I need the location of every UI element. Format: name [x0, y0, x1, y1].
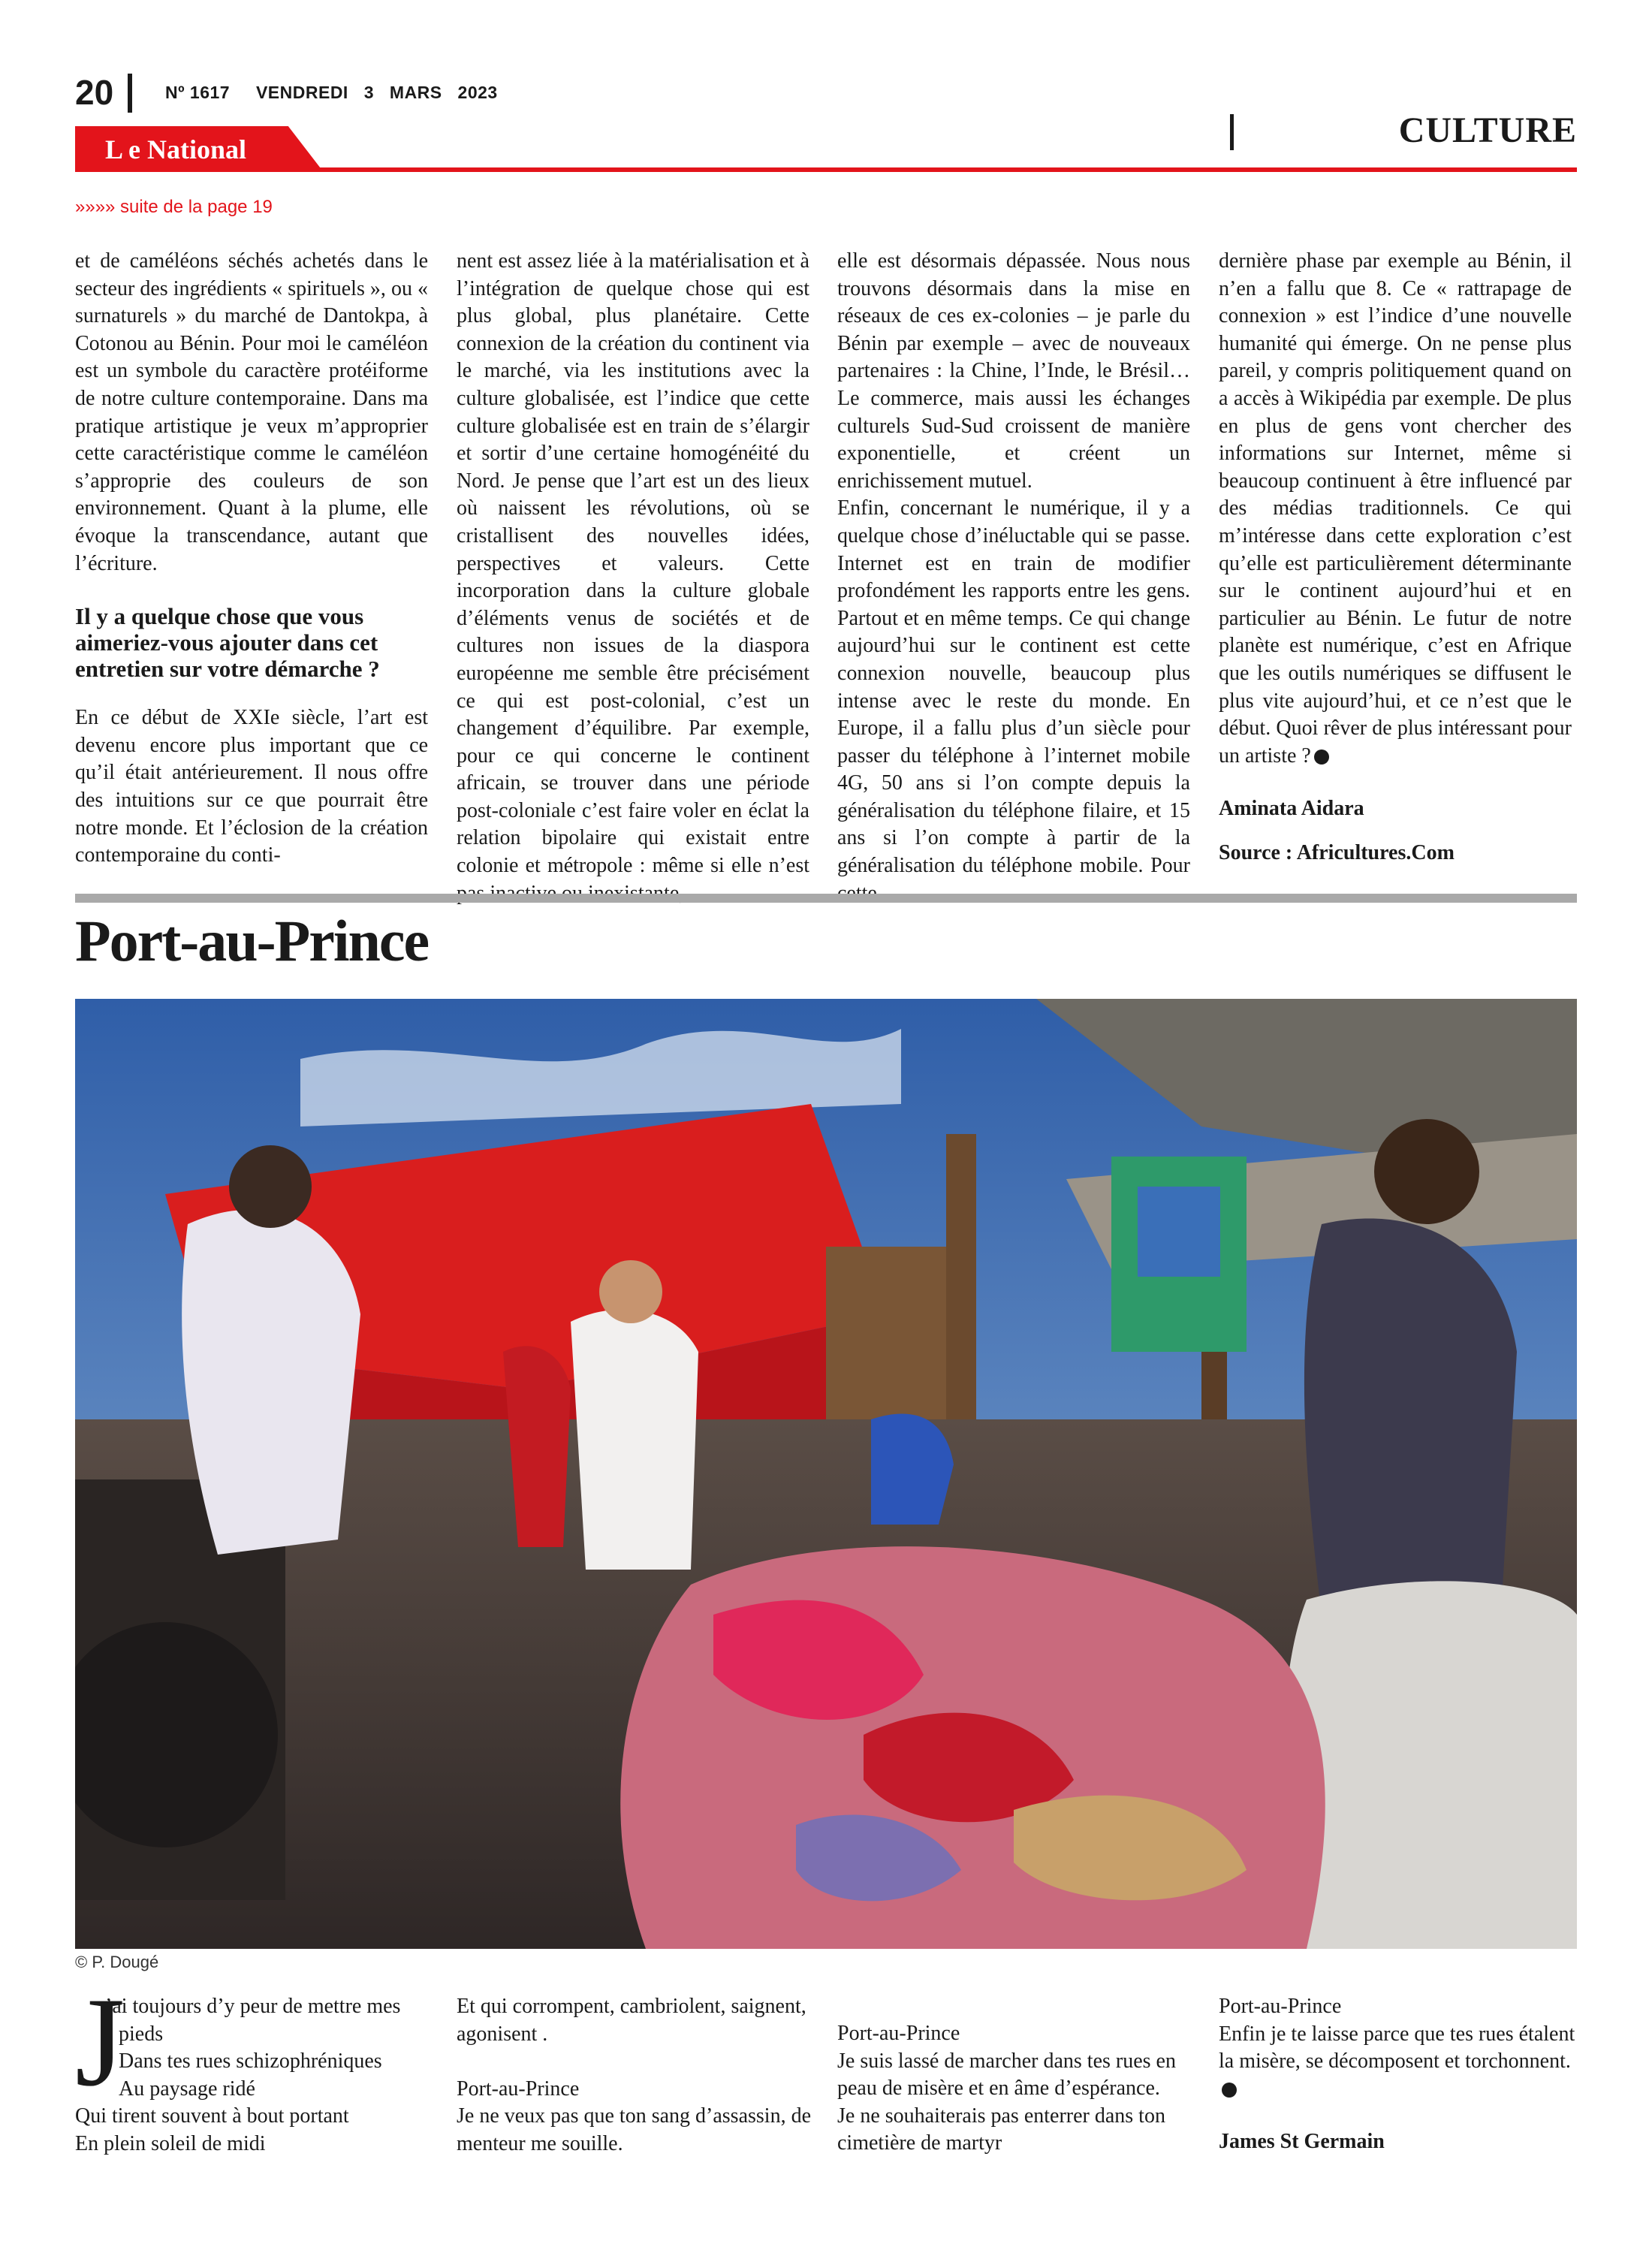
paragraph	[1219, 248, 1572, 770]
poem-line: ’ai toujours d’y peur de mettre mes	[105, 1995, 401, 2018]
market-photo-illustration	[75, 999, 1577, 1949]
paragraph: nent est assez liée à la matérialisation et à l’intégration de quelque chose qui est plus global, plus planétaire. Cette connexion de la création du continent via le marché, via les institutions avec la culture globalisée, est l’indice que cette culture globalisée est en train de s’élargir et sortir d’une certaine homogénéité du Nord. Je pense que l’art est un des lieux où naissent les révolutions, où se cristallisent des nouvelles idées, perspectives et valeurs. Cette incorporation dans la culture globale d’éléments venus de sociétés et de cultures non issues de la diaspora européenne me semble être précisément ce qui est post-colonial, c’est un changement d’équilibre. Par exemple, pour ce qui concerne le continent africain, se trouver dans une période post-coloniale c’est faire voler en éclat la relation bipolaire qui existait entre colonie et métropole : même si elle n’est	[457, 249, 809, 878]
article-column-4	[1219, 248, 1572, 867]
end-mark-icon	[1222, 2083, 1237, 2098]
issue-number: Nº 1617	[165, 83, 231, 102]
poem-column-4	[1219, 1993, 1579, 2156]
poem-line: Et qui corrompent, cambriolent, saignent, agonisent .	[457, 1995, 806, 2046]
page-header	[75, 69, 1577, 116]
poem-line: Dans tes rues schizophréniques	[119, 2049, 382, 2074]
poem-line: Port-au-Prince	[837, 2022, 960, 2045]
issue-day: VENDREDI	[255, 83, 348, 102]
continued-from: »»»» suite de la page 19	[75, 197, 273, 217]
issue-year: 2023	[457, 83, 498, 102]
issue-date-line	[165, 69, 519, 116]
poem-line	[1219, 2021, 1579, 2104]
paragraph-text: dernière phase par exemple au Bénin, il n’en a fallu que 8. Ce « rattrapage de connexion » est l’indice d’une nouvelle humanité qui émerge. On ne pense plus pareil, y compris politiquement quand on a accès à Wikipédia par exemple. De plus en plus de gens vont chercher des informations sur Internet, même si beaucoup continuent à être influencé par des médias traditionnels. Ce qui m’intéresse dans cette exploration c’est qu’elle est particulièrement déterminante sur le continent aujourd’hui et en particulier au Bénin. Le futur de notre planète est numérique, c’est en Afrique que les outils numériques se diffusent le plus vite aujourd’hui, et ce n’est que le début. Quoi rêver de plus intéressant pour un artiste ?	[1219, 249, 1572, 768]
poem-line-text: Enfin je te laisse parce que tes rues étalent la misère, se décomposent et torchonnent.	[1219, 2022, 1575, 2074]
interview-question: Il y a quelque chose que vous aimeriez-vous ajouter dans cet entretien sur votre démarche ?	[75, 603, 380, 683]
paragraph: En ce début de XXIe siècle, l’art est devenu encore plus important que ce qu’il était antérieurement. Il nous offre des intuitions sur ce que pourrait être notre monde. Et l’éclosion de la création contemporaine du conti-	[75, 706, 428, 867]
end-mark-icon	[1314, 749, 1329, 765]
section-divider	[1230, 114, 1234, 150]
poem-spacer	[457, 2048, 817, 2076]
publication-name: L e National	[105, 134, 247, 164]
poem-column-3	[837, 2020, 1198, 2158]
poem-line: Je ne souhaiterais pas enterrer dans ton cimetière de martyr	[837, 2104, 1165, 2155]
article-source: Source : Africultures.Com	[1219, 840, 1455, 864]
poem-line: Je suis lassé de marcher dans tes rues en peau de misère et en âme d’espérance.	[837, 2049, 1176, 2101]
market-photo	[75, 999, 1577, 1949]
poem-line: pieds	[119, 2022, 164, 2046]
paragraph: elle est désormais dépassée. Nous nous trouvons désormais dans la mise en réseaux de ces ex-colonies – je parle du Bénin par exemple – avec de nouveaux partenaires : la Chine, l’Inde, le Brésil… Le commerce, mais aussi les échanges culturels Sud-Sud croissent de manière exponentielle, et créent un enrichissement mutuel.	[837, 249, 1190, 493]
section-rule	[75, 894, 1577, 903]
article-column-2	[457, 248, 809, 907]
poem-title: Port-au-Prince	[75, 908, 429, 973]
poem-column-1	[75, 1993, 436, 2158]
poem-line: Je ne veux pas que ton sang d’assassin, de menteur me souille.	[457, 2104, 812, 2155]
section-title: CULTURE	[1398, 110, 1577, 150]
drop-cap: J	[75, 1971, 125, 2113]
article-author: Aminata Aidara	[1219, 797, 1364, 821]
poem-line: Au paysage ridé	[119, 2077, 255, 2101]
header-divider	[128, 74, 132, 113]
article-column-3	[837, 248, 1190, 907]
page-number: 20	[75, 73, 114, 112]
issue-month: MARS	[389, 83, 442, 102]
header-red-rule	[75, 167, 1577, 172]
article-column-1	[75, 248, 428, 870]
paragraph: et de caméléons séchés achetés dans le secteur des ingrédients « spirituels », ou « surnaturels » du marché de Dantokpa, à Cotonou au Bénin. Pour moi le caméléon est un symbole du caractère protéiforme de notre culture contemporaine. Dans ma pratique artistique je veux m’approprier cette caractéristique comme le caméléon s’approprie des couleurs de son environnement. Quant à la plume, elle évoque la transcendance, autant que l’écriture.	[75, 249, 428, 575]
paragraph: Enfin, concernant le numérique, il y a quelque chose d’inéluctable qui se passe. Internet est en train de modifier profondément les rapports entre les gens. Partout et en même temps. Ce qui change aujourd’hui sur le continent est cette connexion nouvelle, beaucoup plus intense avec le reste du monde. En Europe, il a fallu plus d’un siècle pour passer du téléphone à l’internet mobile 4G, 50 ans si l’on compte depuis la généralisation du téléphone filaire, et 15 ans si l’on compte à partir de la généralisation du téléphone mobile. Pour	[837, 496, 1190, 878]
poem-line: Port-au-Prince	[457, 2077, 580, 2101]
poem-column-2	[457, 1993, 817, 2158]
poem-line: En plein soleil de midi	[75, 2131, 266, 2155]
issue-date-num: 3	[363, 83, 375, 102]
poem-author: James St Germain	[1219, 2130, 1385, 2154]
photo-credit: © P. Dougé	[75, 1953, 159, 1971]
poem-line: Qui tirent souvent à bout portant	[75, 2104, 349, 2128]
poem-line: Port-au-Prince	[1219, 1995, 1342, 2018]
